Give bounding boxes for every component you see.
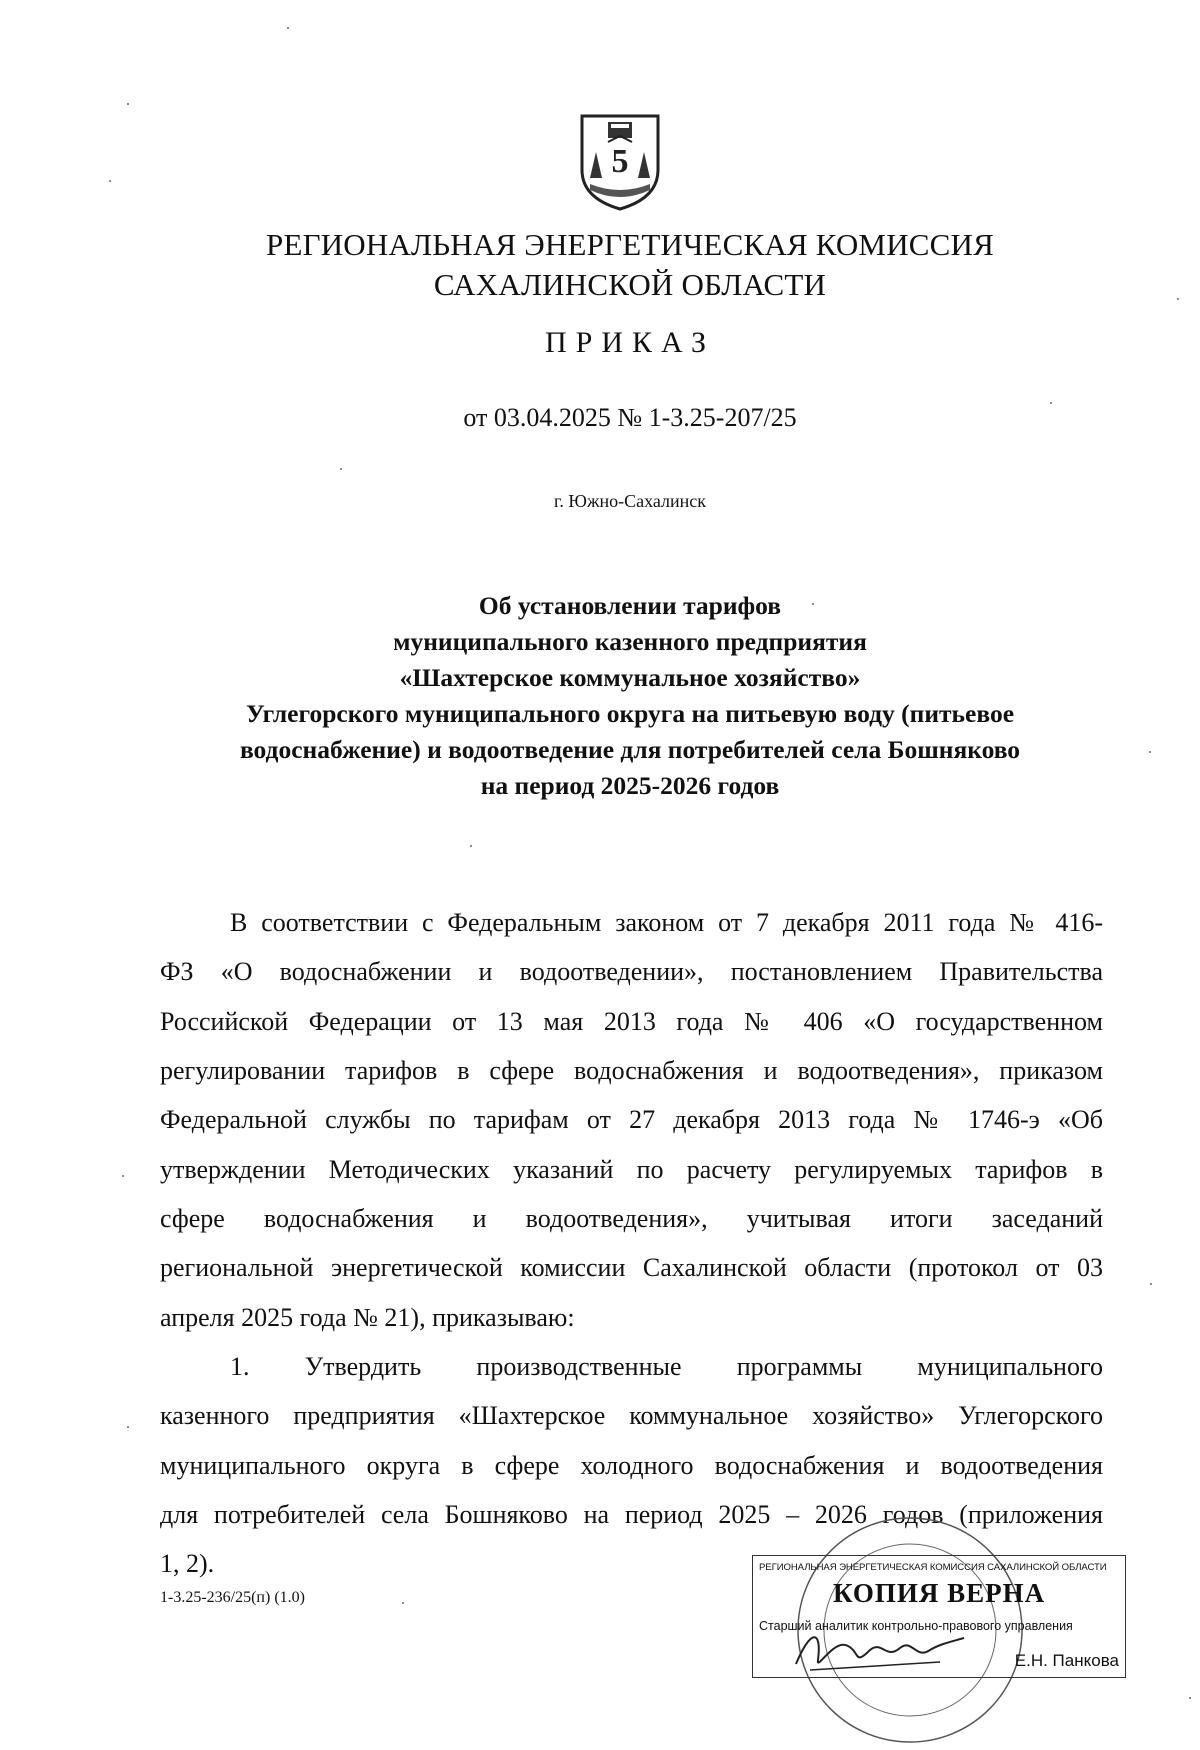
scan-speck [402, 1602, 404, 1604]
organization-name-line-2: САХАЛИНСКОЙ ОБЛАСТИ [433, 267, 827, 302]
scan-speck [122, 1175, 124, 1177]
document-code: 1-3.25-236/25(п) (1.0) [160, 1589, 305, 1606]
scan-speck [109, 180, 111, 182]
document-number-date: от 03.04.2025 № 1-3.25-207/25 [463, 403, 797, 432]
body-line: ФЗ «О водоснабжении и водоотведении», постановлением Правительства [160, 957, 1103, 986]
scan-speck [340, 468, 342, 470]
item-1-line: муниципального округа в сфере холодного водоснабжения и водоотведения [160, 1451, 1103, 1480]
body-line: региональной энергетической комиссии Сахалинской области (протокол от 03 [160, 1253, 1103, 1282]
item-1-line: 1. Утвердить производственные программы муниципального [230, 1352, 1103, 1381]
document-city: г. Южно-Сахалинск [553, 491, 707, 511]
stamp-signer-name: Е.Н. Панкова [1014, 1651, 1119, 1670]
scan-speck [470, 845, 472, 847]
scan-speck [1149, 751, 1151, 753]
handwritten-signature [790, 1620, 970, 1678]
item-1-line: казенного предприятия «Шахтерское коммунальное хозяйство» Углегорского [160, 1401, 1103, 1430]
subject-line: водоснабжение) и водоотведение для потребителей села Бошняково [239, 735, 1021, 764]
body-line: апреля 2025 года № 21), приказываю: [160, 1303, 575, 1332]
document-type: ПРИКАЗ [545, 326, 715, 359]
stamp-signer-role: Старший аналитик контрольно-правового управления [759, 1619, 1073, 1633]
item-1-line: для потребителей села Бошняково на период 2025 – 2026 годов (приложения [160, 1500, 1103, 1529]
subject-line: муниципального казенного предприятия [393, 627, 867, 656]
subject-line: «Шахтерское коммунальное хозяйство» [399, 663, 861, 692]
scan-speck [1150, 1283, 1152, 1285]
body-line: Российской Федерации от 13 мая 2013 года № 406 «О государственном [160, 1007, 1103, 1036]
svg-text:5: 5 [611, 143, 629, 180]
stamp-title: КОПИЯ ВЕРНА [833, 1578, 1046, 1608]
body-line: утверждении Методических указаний по расчету регулируемых тарифов в [160, 1155, 1103, 1184]
scan-speck [127, 103, 129, 105]
coat-of-arms-icon [578, 112, 662, 212]
organization-name-line-1: РЕГИОНАЛЬНАЯ ЭНЕРГЕТИЧЕСКАЯ КОМИССИЯ [266, 227, 994, 262]
body-line: сфере водоснабжения и водоотведения», учитывая итоги заседаний [160, 1204, 1103, 1233]
body-line: регулировании тарифов в сфере водоснабжения и водоотведения», приказом [160, 1056, 1103, 1085]
stamp-organization: РЕГИОНАЛЬНАЯ ЭНЕРГЕТИЧЕСКАЯ КОМИССИЯ САХАЛИНСКОЙ ОБЛАСТИ [759, 1562, 1107, 1573]
body-line: В соответствии с Федеральным законом от 7 декабря 2011 года № 416- [230, 908, 1103, 937]
subject-line: Об установлении тарифов [478, 591, 782, 620]
scan-speck [287, 27, 289, 29]
scan-speck [1189, 1697, 1191, 1699]
item-1-line: 1, 2). [160, 1549, 215, 1578]
scan-speck [127, 1426, 129, 1428]
subject-line: Углегорского муниципального округа на питьевую воду (питьевое [245, 699, 1015, 728]
body-line: Федеральной службы по тарифам от 27 декабря 2013 года № 1746-э «Об [160, 1105, 1103, 1134]
subject-line: на период 2025-2026 годов [480, 771, 780, 800]
